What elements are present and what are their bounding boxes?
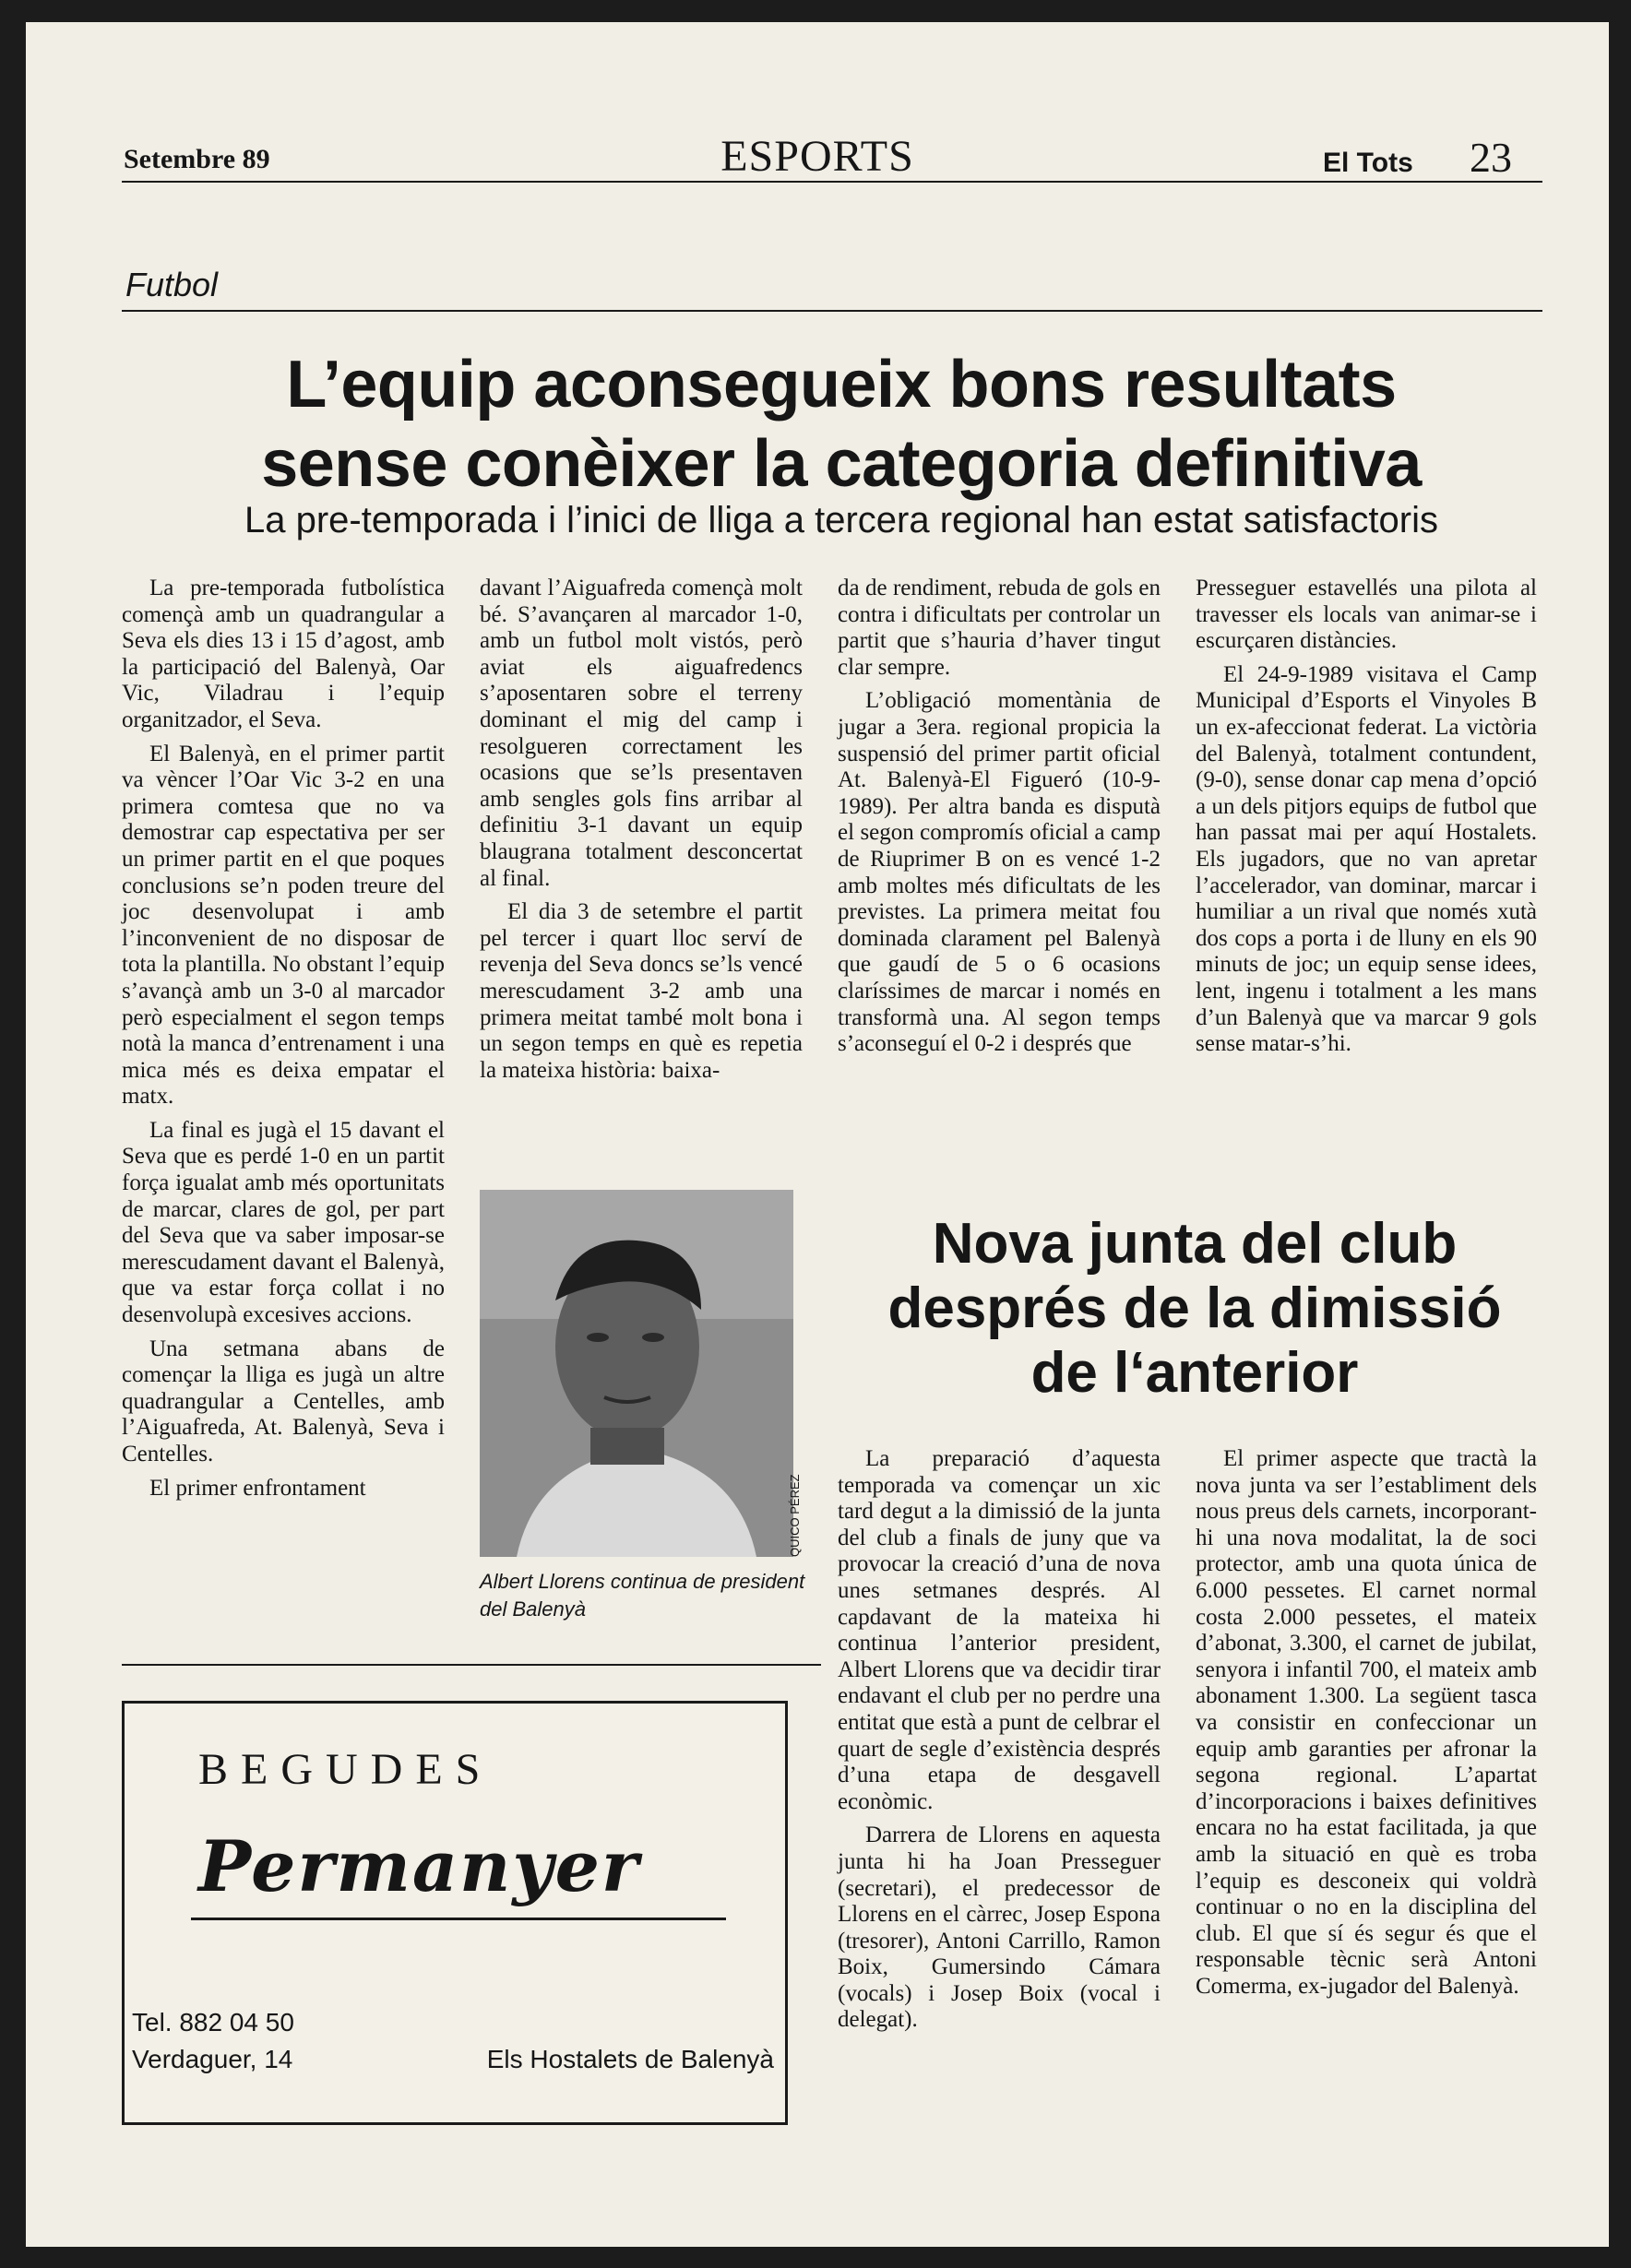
article2-column-2 — [1196, 1446, 1537, 2000]
publication-name: El Tots — [1323, 148, 1413, 178]
header-rule — [122, 181, 1542, 183]
ad-brand-logo: Permanyer — [198, 1825, 640, 1907]
section-title: ESPORTS — [720, 132, 914, 181]
page-number: 23 — [1470, 134, 1512, 181]
paragraph: da de rendiment, rebuda de gols en contra i dificultats per controlar un partit que s’hauria d’haver tingut clar sempre. — [838, 576, 1161, 680]
section-rule — [122, 1664, 821, 1666]
headline-line: de l‘anterior — [1030, 1341, 1359, 1405]
paragraph: La final es jugà el 15 davant el Seva que es perdé 1-0 en un partit força igualat amb més oportunitats de marcar, clares de gol, per part del Seva que va saber imposar-se merescudament davant el Balenyà, que va estar força collat i no desenvolupà excesives accions. — [122, 1117, 445, 1328]
article-column-3 — [838, 576, 1161, 1058]
paragraph: El primer aspecte que tractà la nova junta va ser l’establiment dels nous preus dels carnets, incorporant-hi una nova modalitat, la de soci protector, amb una quota única de 6.000 pessetes. El carnet normal costa 2.000 pessetes, el mateix d’abonat, 3.300, el carnet de jubilat, senyora i infantil 700, el mateix amb abonament 1.300. La següent tasca va consistir en confeccionar un equip amb garanties per afronar la segona regional. L’apartat d’incorporacions i baixes definitives encara no ha estat facilitada, ja que amb la situació en què es troba l’equip es desconeix qui voldrà continuar o no en la disciplina del club. El que sí és segur és que el responsable tècnic serà Antoni Comerma, ex-jugador del Balenyà. — [1196, 1446, 1537, 1999]
paragraph: El dia 3 de setembre el partit pel tercer i quart lloc serví de revenja del Seva doncs se’ls vencé merescudament 3-2 amb una primera meitat també molt bona i un segon temps en què es repetia la mateixa història: baixa- — [480, 899, 803, 1083]
article-headline — [122, 345, 1561, 504]
ad-brand-underline — [191, 1918, 726, 1920]
headline-line: Nova junta del club — [932, 1212, 1458, 1276]
paragraph: Presseguer estavellés una pilota al travesser els locals van animar-se i escurçaren distàncies. — [1196, 576, 1537, 654]
headline-line: sense conèixer la categoria definitiva — [261, 427, 1422, 501]
article-kicker: Futbol — [125, 266, 219, 303]
article-subheadline: La pre-temporada i l’inici de lliga a tercera regional han estat satisfactoris — [244, 500, 1438, 540]
paragraph: El primer enfrontament — [149, 1475, 366, 1501]
ad-tagline: BEGUDES — [198, 1745, 494, 1794]
photo-credit: QUICO PÉREZ — [788, 1474, 802, 1557]
issue-date: Setembre 89 — [124, 144, 270, 174]
article2-column-1 — [838, 1446, 1161, 2034]
portrait-photo — [480, 1190, 793, 1557]
ad-town: Els Hostalets de Balenyà — [486, 2045, 774, 2073]
paragraph: El 24-9-1989 visitava el Camp Municipal d’Esports el Vinyoles B un ex-afeccionat federat. La victòria del Balenyà, totalment contundent, (9-0), sense donar cap mena d’opció a un dels pitjors equips de futbol que han passat mai per aquí Hostalets. Els jugadors, que no van apretar l’accelerador, van dominar, marcar i humiliar a un rival que només xutà dos cops a porta i de lluny en els 90 minuts de joc; un equip sense idees, lent, ingenu i totalment a les mans d’un Balenyà que va marcar 9 gols sense matar-s’hi. — [1196, 661, 1537, 1057]
photo-caption: Albert Llorens continua de president del Balenyà — [480, 1570, 805, 1621]
headline-line: L’equip aconsegueix bons resultats — [286, 348, 1397, 422]
kicker-rule — [122, 310, 1542, 312]
paragraph: La preparació d’aquesta temporada va començar un xic tard degut a la dimissió de la junta del club a finals de juny que va provocar la creació d’una de nova unes setmanes després. Al capdavant de la mateixa hi continua l’anterior president, Albert Llorens que va decidir tirar endavant el club per no perdre una entitat que està a punt de celbrar el quart de segle d’existència després d’una etapa de desgavell econòmic. — [838, 1446, 1161, 1814]
paragraph: Darrera de Llorens en aquesta junta hi ha Joan Presseguer (secretari), el predecessor de Llorens en el càrrec, Josep Espona (tresorer), Antoni Carrillo, Ramon Boix, Gumersindo Cámara (vocals) i Josep Boix (vocal i delegat). — [838, 1823, 1161, 2033]
article-column-2 — [480, 576, 803, 1084]
article-column-4 — [1196, 576, 1537, 1058]
paragraph: La pre-temporada futbolística començà amb un quadrangular a Seva els dies 13 i 15 d’agost, amb la participació del Balenyà, Oar Vic, Viladrau i l’equip organitzador, el Seva. — [122, 576, 445, 732]
headline-line: després de la dimissió — [887, 1276, 1502, 1340]
paragraph: L’obligació momentània de jugar a 3era. regional propicia la suspensió del primer partit oficial At. Balenyà-El Figueró (10-9-1989). Per altra banda es disputà el segon compromís oficial a camp de Riuprimer B on es vencé 1-2 amb moltes més dificultats de les previstes. La primera meitat fou dominada clarament pel Balenyà que gaudí de 5 o 6 ocasions claríssimes de marcar i només en transformà una. Al segon temps s’aconseguí el 0-2 i després que — [838, 688, 1161, 1057]
paragraph: Una setmana abans de començar la lliga es jugà un altre quadrangular a Centelles, amb l’Aiguafreda, At. Balenyà, Seva i Centelles. — [122, 1336, 445, 1466]
newspaper-page — [26, 22, 1609, 2247]
advertisement — [122, 1701, 788, 2125]
paragraph: El Balenyà, en el primer partit va vèncer l’Oar Vic 3-2 en una primera comtesa que no va demostrar cap espectativa per ser un primer partit en el que poques conclusions se’n poden treure del joc desenvolupat i amb l’inconvenient de no disposar de tota la plantilla. No obstant l’equip s’avançà amb un 3-0 al marcador però especialment el segon temps notà la manca d’entrenament i una mica més es deixa empatar el matx. — [122, 741, 445, 1110]
ad-phone: Tel. 882 04 50 — [132, 2008, 294, 2036]
article2-headline — [830, 1212, 1559, 1406]
article-column-1 — [122, 576, 445, 1502]
portrait-illustration — [480, 1190, 793, 1557]
paragraph: davant l’Aiguafreda començà molt bé. S’avançaren al marcador 1-0, amb un futbol molt vistós, però aviat els aiguafredencs s’aposentaren sobre el terreny dominant el mig del camp i resolgueren correctament les ocasions que se’ls presentaven amb sengles gols fins arribar al definitiu 3-1 davant un equip blaugrana totalment desconcertat al final. — [480, 576, 803, 891]
ad-address: Verdaguer, 14 — [132, 2045, 293, 2073]
